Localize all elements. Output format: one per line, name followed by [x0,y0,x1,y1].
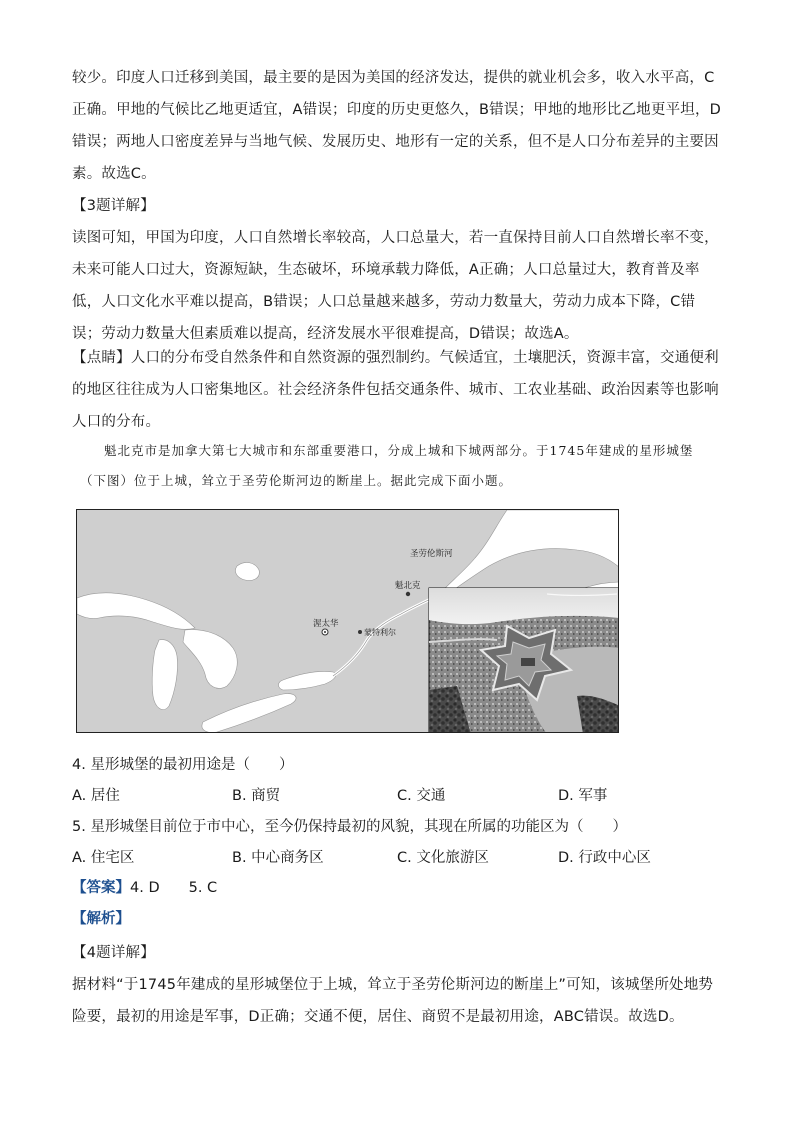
q5-option-c[interactable]: C. 文化旅游区 [397,850,489,866]
river-label: 圣劳伦斯河 [410,549,453,559]
q4-detail-heading: 【4题详解】 [72,945,155,961]
question-4-stem: 4. 星形城堡的最初用途是（ ） [72,757,294,773]
question-5-options [72,848,712,868]
q4-option-d[interactable]: D. 军事 [558,788,608,804]
analysis-tag: 【解析】 [72,911,130,927]
q4-option-c[interactable]: C. 交通 [397,788,446,804]
q4-option-a[interactable]: A. 居住 [72,788,120,804]
q4-detail-text: 据材料“于1745年建成的星形城堡位于上城，耸立于圣劳伦斯河边的断崖上”可知，该城堡所处地势险要，最初的用途是军事，D正确；交通不便，居住、商贸不是最初用途，ABC错误。故选D。 [72,977,714,1025]
montreal-label: 蒙特利尔 [364,628,396,637]
montreal-marker [358,630,362,634]
ottawa-label: 渥太华 [313,619,339,629]
dianjing-text: 人口的分布受自然条件和自然资源的强烈制约。气候适宜，土壤肥沃，资源丰富，交通便利的地区往往成为人口密集地区。社会经济条件包括交通条件、城市、工农业基础、政治因素等也影响人口的分布。 [72,350,719,430]
dianjing-paragraph [72,342,722,438]
quebec-marker [406,592,410,596]
answer-tag: 【答案】 [72,880,130,896]
q3-detail-heading: 【3题详解】 [72,198,155,214]
answer-text: 4. D 5. C [130,880,218,896]
quebec-map-svg [77,510,619,733]
star-fortress-photo [429,588,619,733]
answer-line [72,878,217,898]
question-4-options [72,786,712,806]
q5-option-d[interactable]: D. 行政中心区 [558,850,651,866]
question-5-stem: 5. 星形城堡目前位于市中心，至今仍保持最初的风貌，其现在所属的功能区为（ ） [72,819,627,835]
quebec-label: 魁北克 [395,581,421,591]
map-figure [76,509,619,733]
previous-answer-explanation: 较少。印度人口迁移到美国，最主要的是因为美国的经济发达，提供的就业机会多，收入水平高，C正确。甲地的气候比乙地更适宜，A错误；印度的历史更悠久，B错误；甲地的地形比乙地更平坦，D错误；两地人口密度差异与当地气候、发展历史、地形有一定的关系，但不是人口分布差异的主要因素。故选C。 [72,70,722,182]
question-stem-material: 魁北克市是加拿大第七大城市和东部重要港口，分成上城和下城两部分。于1745年建成的星形城堡（下图）位于上城，耸立于圣劳伦斯河边的断崖上。据此完成下面小题。 [80,443,694,488]
dianjing-tag: 【点睛】 [72,350,131,366]
q5-option-b[interactable]: B. 中心商务区 [232,850,324,866]
q5-option-a[interactable]: A. 住宅区 [72,850,135,866]
q4-option-b[interactable]: B. 商贸 [232,788,281,804]
q3-detail-text: 读图可知，甲国为印度，人口自然增长率较高，人口总量大，若一直保持目前人口自然增长率不变，未来可能人口过大，资源短缺，生态破坏，环境承载力降低，A正确；人口总量过大，教育普及率低，人口文化水平难以提高，B错误；人口总量越来越多，劳动力数量大，劳动力成本下降，C错误；劳动力数量大但素质难以提高，经济发展水平很难提高，D错误；故选A。 [72,230,719,342]
